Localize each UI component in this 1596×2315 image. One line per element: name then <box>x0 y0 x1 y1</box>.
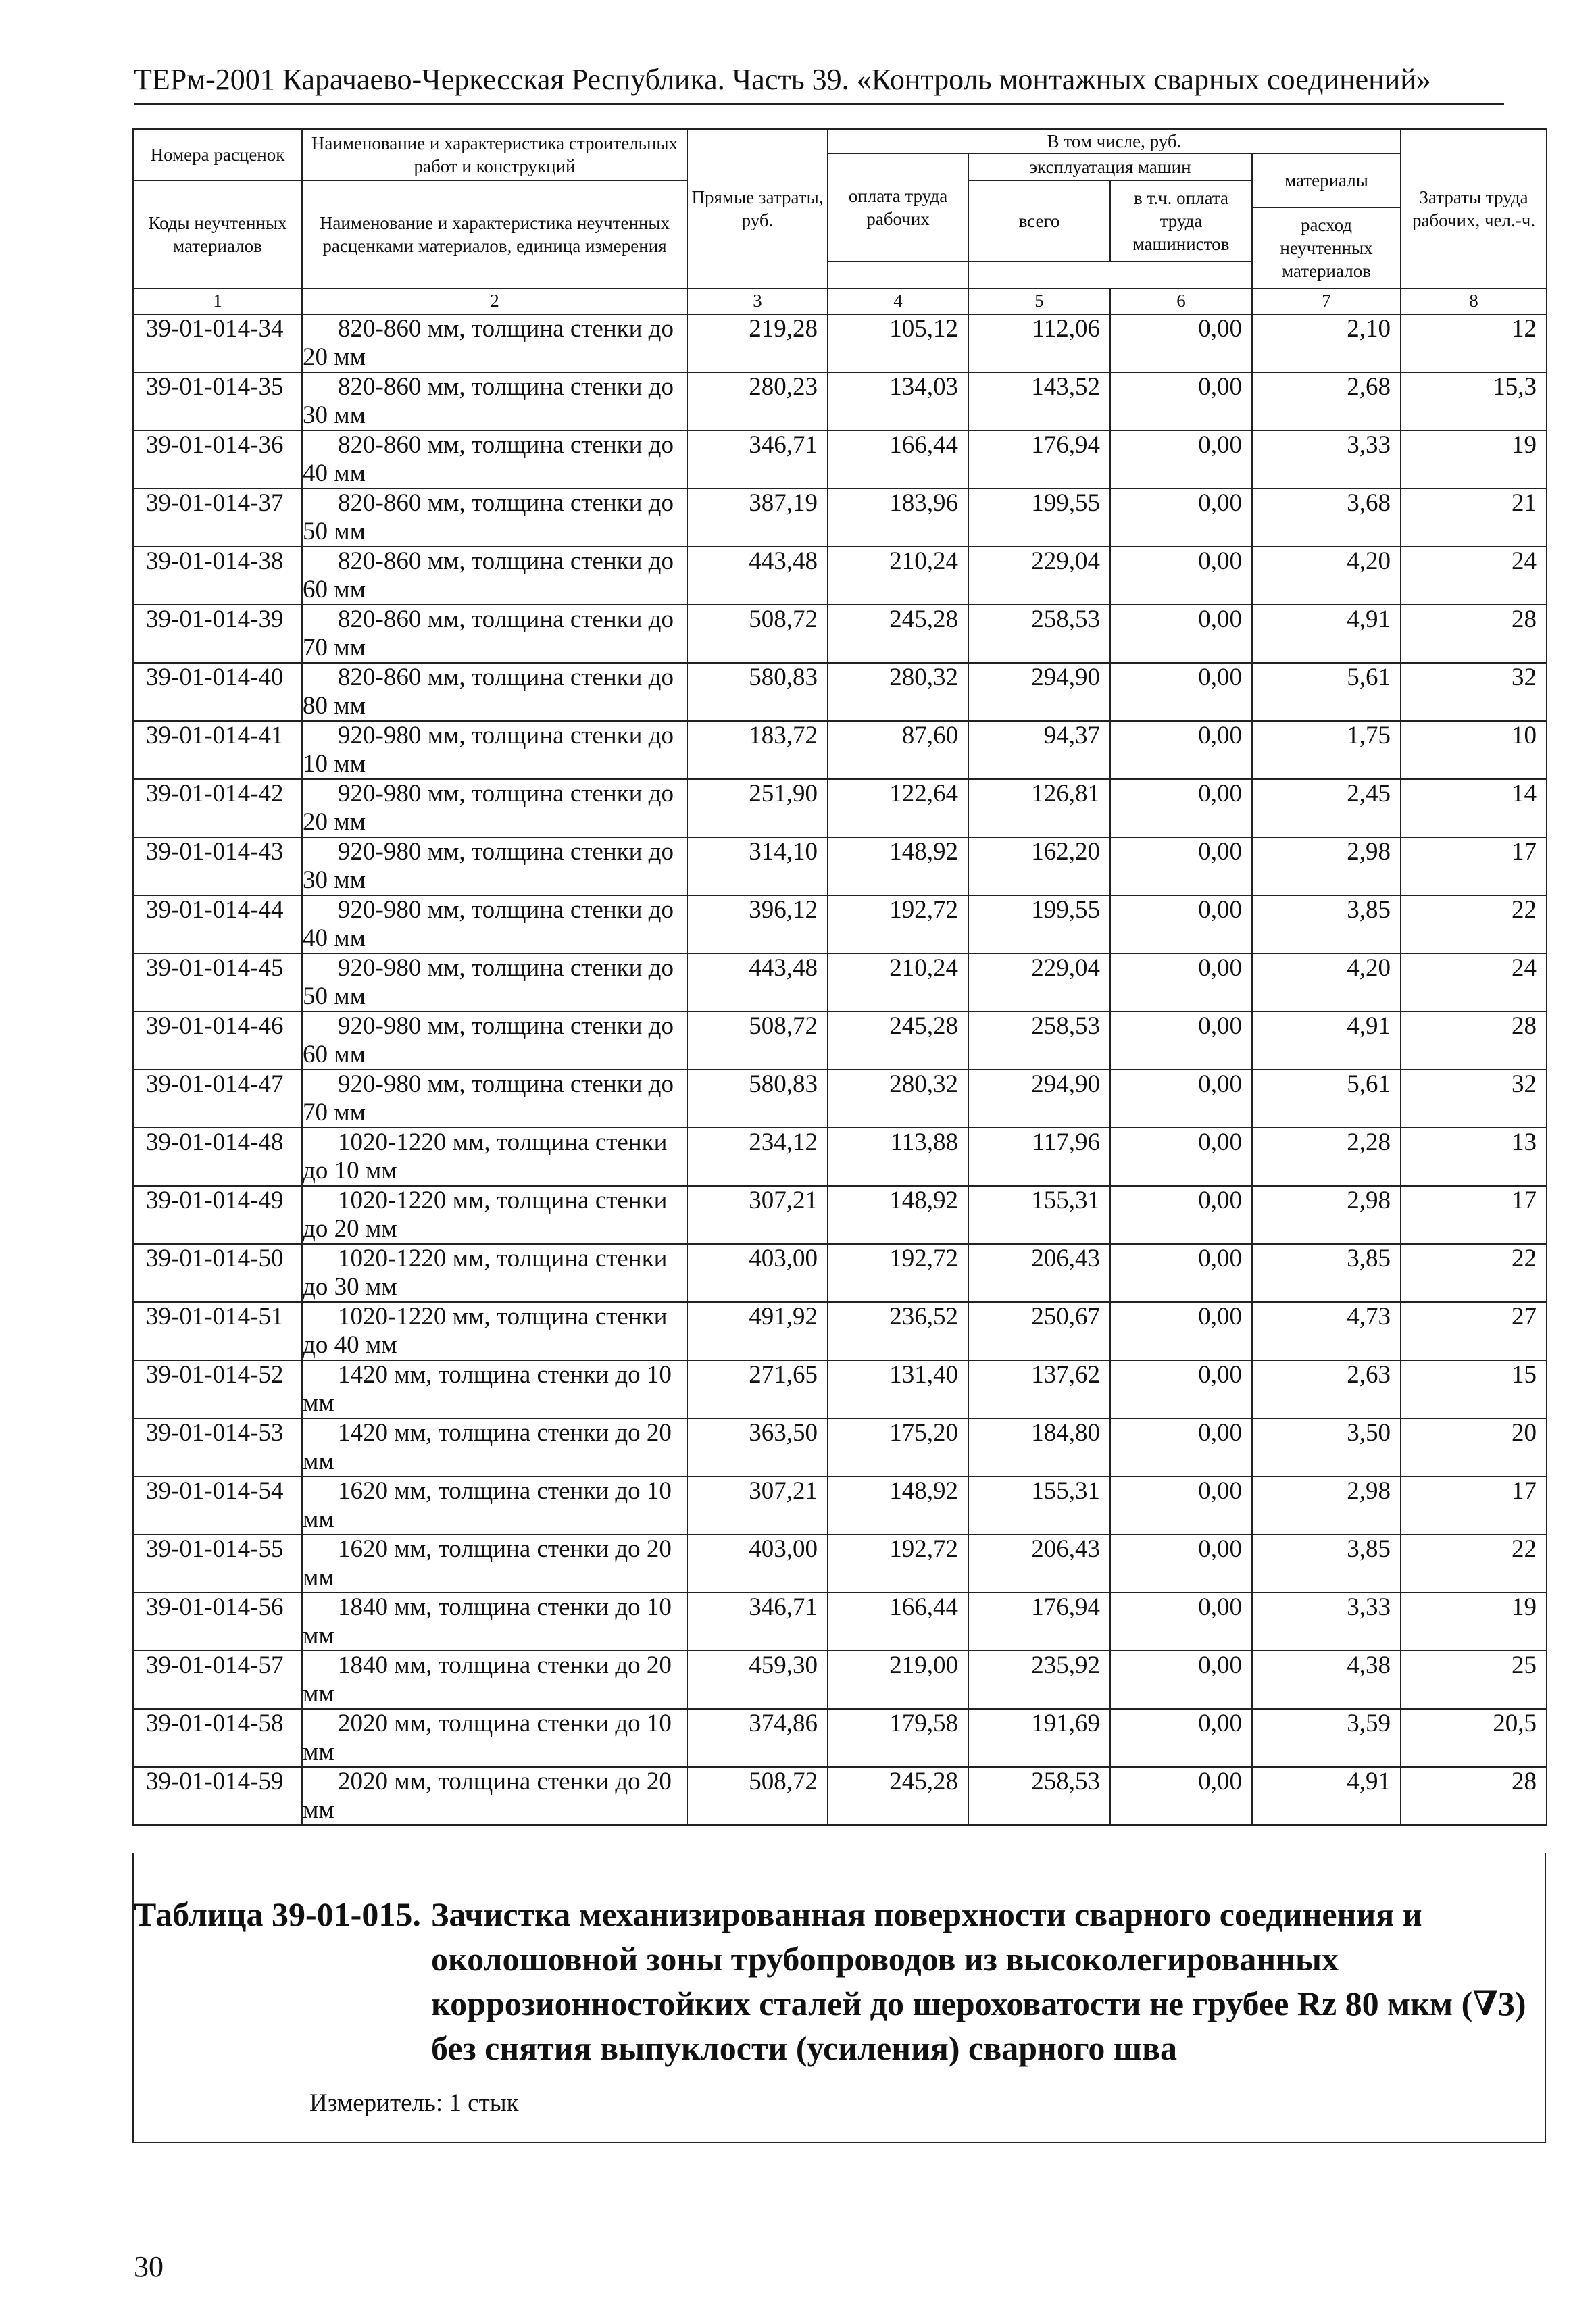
column-number: 5 <box>968 289 1110 314</box>
materials-cost: 2,28 <box>1252 1128 1401 1186</box>
materials-cost: 4,20 <box>1252 547 1401 605</box>
rate-description: 1620 мм, толщина стенки до 20 мм <box>302 1535 687 1593</box>
materials-cost: 3,85 <box>1252 1244 1401 1302</box>
rate-code: 39-01-014-38 <box>133 547 302 605</box>
rate-code: 39-01-014-36 <box>133 430 302 489</box>
labor-hours: 10 <box>1401 721 1547 779</box>
materials-cost: 3,50 <box>1252 1418 1401 1476</box>
labor-hours: 15,3 <box>1401 372 1547 430</box>
rate-code: 39-01-014-44 <box>133 895 302 953</box>
materials-cost: 4,38 <box>1252 1651 1401 1709</box>
labor-cost: 113,88 <box>828 1128 968 1186</box>
labor-hours: 12 <box>1401 314 1547 372</box>
rate-code: 39-01-014-56 <box>133 1593 302 1651</box>
rate-description: 920-980 мм, толщина стенки до 30 мм <box>302 837 687 895</box>
rate-description: 820-860 мм, толщина стенки до 80 мм <box>302 663 687 721</box>
labor-cost: 105,12 <box>828 314 968 372</box>
machinist-cost: 0,00 <box>1110 1418 1252 1476</box>
machine-cost: 294,90 <box>968 663 1110 721</box>
header-materials: материалы <box>1252 153 1401 207</box>
machine-cost: 229,04 <box>968 547 1110 605</box>
materials-cost: 4,91 <box>1252 605 1401 663</box>
materials-cost: 4,91 <box>1252 1767 1401 1825</box>
rate-code: 39-01-014-47 <box>133 1070 302 1128</box>
table-row <box>133 895 1547 953</box>
table-row <box>133 1302 1547 1360</box>
machinist-cost: 0,00 <box>1110 1535 1252 1593</box>
machinist-cost: 0,00 <box>1110 1476 1252 1535</box>
labor-hours: 22 <box>1401 1244 1547 1302</box>
header-codes-bottom: Коды неучтенных материалов <box>133 180 302 289</box>
machine-cost: 258,53 <box>968 605 1110 663</box>
labor-cost: 245,28 <box>828 605 968 663</box>
direct-cost: 271,65 <box>687 1360 828 1418</box>
materials-cost: 2,10 <box>1252 314 1401 372</box>
column-number: 3 <box>687 289 828 314</box>
labor-cost: 192,72 <box>828 1535 968 1593</box>
table-row <box>133 1593 1547 1651</box>
column-number: 7 <box>1252 289 1401 314</box>
table-row <box>133 1128 1547 1186</box>
labor-cost: 192,72 <box>828 1244 968 1302</box>
column-number: 2 <box>302 289 687 314</box>
rate-description: 820-860 мм, толщина стенки до 20 мм <box>302 314 687 372</box>
rate-code: 39-01-014-52 <box>133 1360 302 1418</box>
labor-hours: 13 <box>1401 1128 1547 1186</box>
direct-cost: 396,12 <box>687 895 828 953</box>
rate-code: 39-01-014-57 <box>133 1651 302 1709</box>
rate-description: 1840 мм, толщина стенки до 10 мм <box>302 1593 687 1651</box>
labor-hours: 20 <box>1401 1418 1547 1476</box>
table-row <box>133 663 1547 721</box>
direct-cost: 234,12 <box>687 1128 828 1186</box>
machine-cost: 117,96 <box>968 1128 1110 1186</box>
direct-cost: 508,72 <box>687 1767 828 1825</box>
machine-cost: 155,31 <box>968 1476 1110 1535</box>
direct-cost: 346,71 <box>687 1593 828 1651</box>
rate-code: 39-01-014-54 <box>133 1476 302 1535</box>
table-row <box>133 1709 1547 1767</box>
table-row <box>133 1012 1547 1070</box>
direct-cost: 580,83 <box>687 663 828 721</box>
direct-cost: 491,92 <box>687 1302 828 1360</box>
labor-hours: 17 <box>1401 837 1547 895</box>
materials-cost: 3,33 <box>1252 430 1401 489</box>
machine-cost: 258,53 <box>968 1012 1110 1070</box>
materials-cost: 3,85 <box>1252 1535 1401 1593</box>
rate-code: 39-01-014-48 <box>133 1128 302 1186</box>
header-machines: эксплуатация машин <box>968 153 1252 180</box>
machine-cost: 184,80 <box>968 1418 1110 1476</box>
labor-hours: 17 <box>1401 1476 1547 1535</box>
materials-cost: 2,63 <box>1252 1360 1401 1418</box>
machine-cost: 137,62 <box>968 1360 1110 1418</box>
column-number: 8 <box>1401 289 1547 314</box>
direct-cost: 443,48 <box>687 953 828 1012</box>
direct-cost: 374,86 <box>687 1709 828 1767</box>
rate-description: 820-860 мм, толщина стенки до 40 мм <box>302 430 687 489</box>
labor-cost: 166,44 <box>828 430 968 489</box>
labor-cost: 148,92 <box>828 1186 968 1244</box>
rate-description: 1020-1220 мм, толщина стенки до 10 мм <box>302 1128 687 1186</box>
table-row <box>133 953 1547 1012</box>
labor-hours: 28 <box>1401 1012 1547 1070</box>
labor-cost: 148,92 <box>828 1476 968 1535</box>
direct-cost: 508,72 <box>687 605 828 663</box>
materials-cost: 4,91 <box>1252 1012 1401 1070</box>
machinist-cost: 0,00 <box>1110 895 1252 953</box>
table-body <box>133 314 1547 1825</box>
machinist-cost: 0,00 <box>1110 663 1252 721</box>
rate-code: 39-01-014-45 <box>133 953 302 1012</box>
labor-hours: 19 <box>1401 430 1547 489</box>
table-row <box>133 314 1547 372</box>
rate-description: 1020-1220 мм, толщина стенки до 30 мм <box>302 1244 687 1302</box>
machinist-cost: 0,00 <box>1110 779 1252 837</box>
machinist-cost: 0,00 <box>1110 1767 1252 1825</box>
table-row <box>133 721 1547 779</box>
rate-code: 39-01-014-59 <box>133 1767 302 1825</box>
direct-cost: 403,00 <box>687 1244 828 1302</box>
table-row <box>133 1767 1547 1825</box>
labor-cost: 183,96 <box>828 489 968 547</box>
header-direct: Прямые затраты, руб. <box>687 129 828 289</box>
table-row <box>133 1651 1547 1709</box>
labor-hours: 25 <box>1401 1651 1547 1709</box>
table-row <box>133 372 1547 430</box>
header-including: В том числе, руб. <box>828 129 1401 153</box>
direct-cost: 183,72 <box>687 721 828 779</box>
rate-description: 820-860 мм, толщина стенки до 70 мм <box>302 605 687 663</box>
table-row <box>133 1244 1547 1302</box>
materials-cost: 5,61 <box>1252 1070 1401 1128</box>
machinist-cost: 0,00 <box>1110 953 1252 1012</box>
machinist-cost: 0,00 <box>1110 1070 1252 1128</box>
machine-cost: 199,55 <box>968 895 1110 953</box>
machinist-cost: 0,00 <box>1110 1302 1252 1360</box>
labor-hours: 24 <box>1401 547 1547 605</box>
rate-description: 2020 мм, толщина стенки до 20 мм <box>302 1767 687 1825</box>
machinist-cost: 0,00 <box>1110 1709 1252 1767</box>
labor-cost: 280,32 <box>828 663 968 721</box>
machine-cost: 126,81 <box>968 779 1110 837</box>
labor-cost: 245,28 <box>828 1012 968 1070</box>
machinist-cost: 0,00 <box>1110 1128 1252 1186</box>
table-row <box>133 1476 1547 1535</box>
machinist-cost: 0,00 <box>1110 1593 1252 1651</box>
materials-cost: 2,98 <box>1252 837 1401 895</box>
rate-description: 820-860 мм, толщина стенки до 60 мм <box>302 547 687 605</box>
rate-description: 920-980 мм, толщина стенки до 70 мм <box>302 1070 687 1128</box>
rate-code: 39-01-014-37 <box>133 489 302 547</box>
machine-cost: 206,43 <box>968 1535 1110 1593</box>
machinist-cost: 0,00 <box>1110 837 1252 895</box>
machinist-cost: 0,00 <box>1110 1012 1252 1070</box>
direct-cost: 346,71 <box>687 430 828 489</box>
next-table-label: Таблица 39-01-015. <box>134 1895 421 1933</box>
machine-cost: 229,04 <box>968 953 1110 1012</box>
rate-code: 39-01-014-35 <box>133 372 302 430</box>
rate-code: 39-01-014-43 <box>133 837 302 895</box>
direct-cost: 307,21 <box>687 1476 828 1535</box>
machinist-cost: 0,00 <box>1110 1244 1252 1302</box>
machinist-cost: 0,00 <box>1110 314 1252 372</box>
machine-cost: 191,69 <box>968 1709 1110 1767</box>
labor-cost: 134,03 <box>828 372 968 430</box>
table-row <box>133 1418 1547 1476</box>
column-number: 6 <box>1110 289 1252 314</box>
materials-cost: 3,59 <box>1252 1709 1401 1767</box>
labor-hours: 27 <box>1401 1302 1547 1360</box>
header-codes-top: Номера расценок <box>133 129 302 180</box>
labor-hours: 17 <box>1401 1186 1547 1244</box>
rate-code: 39-01-014-39 <box>133 605 302 663</box>
rate-description: 820-860 мм, толщина стенки до 30 мм <box>302 372 687 430</box>
rate-description: 920-980 мм, толщина стенки до 60 мм <box>302 1012 687 1070</box>
machine-cost: 235,92 <box>968 1651 1110 1709</box>
rate-code: 39-01-014-49 <box>133 1186 302 1244</box>
labor-hours: 32 <box>1401 1070 1547 1128</box>
machine-cost: 206,43 <box>968 1244 1110 1302</box>
rate-description: 820-860 мм, толщина стенки до 50 мм <box>302 489 687 547</box>
machine-cost: 143,52 <box>968 372 1110 430</box>
direct-cost: 280,23 <box>687 372 828 430</box>
next-table-title-text: Зачистка механизированная поверхности сварного соединения и околошовной зоны трубопроводов из высоколегированных коррозионностойких сталей до шероховатости не грубее Rz 80 мкм (∇3) без снятия выпуклости (усиления) сварного шва <box>431 1895 1526 2067</box>
materials-cost: 3,85 <box>1252 895 1401 953</box>
header-rule <box>134 103 1504 105</box>
labor-hours: 14 <box>1401 779 1547 837</box>
materials-cost: 1,75 <box>1252 721 1401 779</box>
labor-hours: 22 <box>1401 1535 1547 1593</box>
rate-code: 39-01-014-51 <box>133 1302 302 1360</box>
machinist-cost: 0,00 <box>1110 489 1252 547</box>
rate-description: 920-980 мм, толщина стенки до 10 мм <box>302 721 687 779</box>
direct-cost: 403,00 <box>687 1535 828 1593</box>
machinist-cost: 0,00 <box>1110 372 1252 430</box>
machinist-cost: 0,00 <box>1110 547 1252 605</box>
labor-cost: 280,32 <box>828 1070 968 1128</box>
materials-cost: 2,45 <box>1252 779 1401 837</box>
column-numbers-row <box>133 289 1547 314</box>
materials-cost: 5,61 <box>1252 663 1401 721</box>
direct-cost: 387,19 <box>687 489 828 547</box>
table-row <box>133 1186 1547 1244</box>
rate-description: 920-980 мм, толщина стенки до 50 мм <box>302 953 687 1012</box>
materials-cost: 4,20 <box>1252 953 1401 1012</box>
labor-hours: 15 <box>1401 1360 1547 1418</box>
page-header: ТЕРм-2001 Карачаево-Черкесская Республика. Часть 39. «Контроль монтажных сварных соединений» <box>134 63 1431 96</box>
rate-description: 1840 мм, толщина стенки до 20 мм <box>302 1651 687 1709</box>
labor-cost: 175,20 <box>828 1418 968 1476</box>
rate-code: 39-01-014-40 <box>133 663 302 721</box>
table-row <box>133 547 1547 605</box>
machine-cost: 294,90 <box>968 1070 1110 1128</box>
machine-cost: 162,20 <box>968 837 1110 895</box>
materials-cost: 2,98 <box>1252 1186 1401 1244</box>
table-row <box>133 1535 1547 1593</box>
machine-cost: 94,37 <box>968 721 1110 779</box>
table-row <box>133 1070 1547 1128</box>
direct-cost: 307,21 <box>687 1186 828 1244</box>
rate-description: 920-980 мм, толщина стенки до 20 мм <box>302 779 687 837</box>
direct-cost: 314,10 <box>687 837 828 895</box>
rate-description: 1020-1220 мм, толщина стенки до 40 мм <box>302 1302 687 1360</box>
rate-description: 1020-1220 мм, толщина стенки до 20 мм <box>302 1186 687 1244</box>
labor-cost: 166,44 <box>828 1593 968 1651</box>
header-machinist: в т.ч. оплата труда машинистов <box>1110 180 1252 262</box>
table-row <box>133 837 1547 895</box>
rate-description: 1420 мм, толщина стенки до 20 мм <box>302 1418 687 1476</box>
labor-hours: 22 <box>1401 895 1547 953</box>
labor-hours: 28 <box>1401 605 1547 663</box>
labor-hours: 24 <box>1401 953 1547 1012</box>
labor-hours: 32 <box>1401 663 1547 721</box>
rate-code: 39-01-014-42 <box>133 779 302 837</box>
header-total: всего <box>968 180 1110 262</box>
header-name-bottom: Наименование и характеристика неучтенных расценками материалов, единица измерения <box>302 180 687 289</box>
table-row <box>133 605 1547 663</box>
page-number: 30 <box>134 2250 164 2283</box>
column-number: 4 <box>828 289 968 314</box>
machinist-cost: 0,00 <box>1110 1651 1252 1709</box>
table-row <box>133 430 1547 489</box>
direct-cost: 219,28 <box>687 314 828 372</box>
header-spacer <box>828 262 968 289</box>
machinist-cost: 0,00 <box>1110 1360 1252 1418</box>
labor-cost: 148,92 <box>828 837 968 895</box>
machinist-cost: 0,00 <box>1110 605 1252 663</box>
rate-code: 39-01-014-58 <box>133 1709 302 1767</box>
machine-cost: 176,94 <box>968 430 1110 489</box>
rate-code: 39-01-014-34 <box>133 314 302 372</box>
materials-cost: 3,68 <box>1252 489 1401 547</box>
labor-cost: 245,28 <box>828 1767 968 1825</box>
rate-code: 39-01-014-46 <box>133 1012 302 1070</box>
rate-description: 920-980 мм, толщина стенки до 40 мм <box>302 895 687 953</box>
materials-cost: 3,33 <box>1252 1593 1401 1651</box>
rate-code: 39-01-014-41 <box>133 721 302 779</box>
machine-cost: 258,53 <box>968 1767 1110 1825</box>
measure-unit: Измеритель: 1 стык <box>309 2089 519 2117</box>
rate-description: 1420 мм, толщина стенки до 10 мм <box>302 1360 687 1418</box>
machinist-cost: 0,00 <box>1110 430 1252 489</box>
labor-cost: 192,72 <box>828 895 968 953</box>
rate-description: 2020 мм, толщина стенки до 10 мм <box>302 1709 687 1767</box>
machine-cost: 155,31 <box>968 1186 1110 1244</box>
machine-cost: 199,55 <box>968 489 1110 547</box>
direct-cost: 508,72 <box>687 1012 828 1070</box>
materials-cost: 2,68 <box>1252 372 1401 430</box>
direct-cost: 363,50 <box>687 1418 828 1476</box>
labor-cost: 219,00 <box>828 1651 968 1709</box>
rate-code: 39-01-014-55 <box>133 1535 302 1593</box>
materials-cost: 2,98 <box>1252 1476 1401 1535</box>
rate-code: 39-01-014-53 <box>133 1418 302 1476</box>
direct-cost: 459,30 <box>687 1651 828 1709</box>
next-table-title <box>134 1892 1539 2070</box>
labor-cost: 210,24 <box>828 547 968 605</box>
labor-cost: 131,40 <box>828 1360 968 1418</box>
rates-table <box>132 128 1547 1826</box>
rate-code: 39-01-014-50 <box>133 1244 302 1302</box>
labor-cost: 236,52 <box>828 1302 968 1360</box>
column-number: 1 <box>133 289 302 314</box>
materials-cost: 4,73 <box>1252 1302 1401 1360</box>
labor-cost: 87,60 <box>828 721 968 779</box>
header-labor: оплата труда рабочих <box>828 153 968 262</box>
labor-cost: 122,64 <box>828 779 968 837</box>
machine-cost: 250,67 <box>968 1302 1110 1360</box>
direct-cost: 580,83 <box>687 1070 828 1128</box>
labor-cost: 179,58 <box>828 1709 968 1767</box>
machine-cost: 112,06 <box>968 314 1110 372</box>
labor-hours: 21 <box>1401 489 1547 547</box>
machine-cost: 176,94 <box>968 1593 1110 1651</box>
machinist-cost: 0,00 <box>1110 721 1252 779</box>
machinist-cost: 0,00 <box>1110 1186 1252 1244</box>
table-row <box>133 1360 1547 1418</box>
direct-cost: 443,48 <box>687 547 828 605</box>
labor-cost: 210,24 <box>828 953 968 1012</box>
header-consumption: расход неучтенных материалов <box>1252 207 1401 289</box>
labor-hours: 20,5 <box>1401 1709 1547 1767</box>
table-row <box>133 779 1547 837</box>
labor-hours: 28 <box>1401 1767 1547 1825</box>
header-name-top: Наименование и характеристика строительных работ и конструкций <box>302 129 687 180</box>
header-hours: Затраты труда рабочих, чел.-ч. <box>1401 129 1547 289</box>
direct-cost: 251,90 <box>687 779 828 837</box>
rate-description: 1620 мм, толщина стенки до 10 мм <box>302 1476 687 1535</box>
table-row <box>133 489 1547 547</box>
labor-hours: 19 <box>1401 1593 1547 1651</box>
